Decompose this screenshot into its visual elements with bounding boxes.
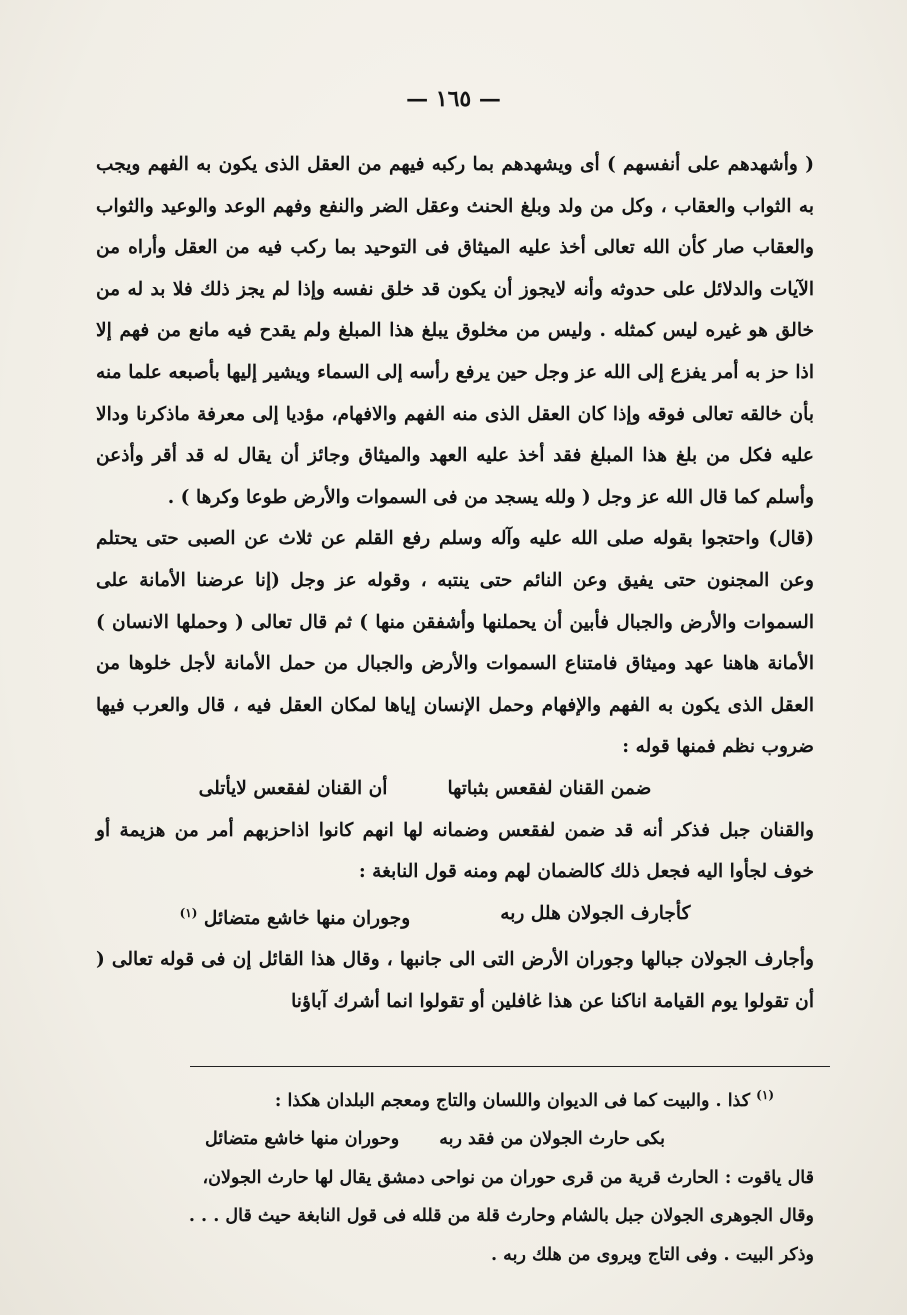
footnote-marker: (١) <box>756 1088 774 1102</box>
verse-1 <box>96 768 814 810</box>
footnote-verse-second: وحوران منها خاشع متضائل <box>204 1129 400 1150</box>
footnote-line-5: وذكر البيت . وفى التاج ويروى من هلك ربه . <box>491 1244 814 1265</box>
footnote-line-4: وقال الجوهرى الجولان جبل بالشام وحارث قلة من قلله فى قول النابغة حيث قال . . . <box>188 1206 814 1227</box>
footnote-verse-first: بكى حارث الجولان من فقد ربه <box>439 1129 666 1150</box>
footnote-divider <box>190 1066 830 1067</box>
footnote-line-1-text: كذا . والبيت كما فى الديوان واللسان والتاج ومعجم البلدان هكذا : <box>274 1090 751 1111</box>
verse-2-second-text: وجوران منها خاشع متضائل <box>203 907 411 929</box>
paragraph-1: ( وأشهدهم على أنفسهم ) أى ويشهدهم بما ركبه فيهم من العقل الذى يكون به الفهم ويجب به الثواب والعقاب ، وكل من ولد وبلغ الحنث وعقل الضر والنفع وفهم الوعد والوعيد والثواب والعقاب صار كأن الله تعالى أخذ عليه الميثاق فى التوحيد بما ركب فيه من العقل وأراه من الآيات والدلائل على حدوثه وأنه لايجوز أن يكون قد خلق نفسه وإذا لم يجز ذلك فلا بد له من خالق هو غيره ليس كمثله . وليس من مخلوق يبلغ هذا المبلغ ولم يقدح فيه مانع من فهم إلا اذا حز به أمر يفزع إلى الله عز وجل حين يرفع رأسه إلى السماء ويشير إليها بأصبعه علما منه بأن خالقه تعالى فوقه وإذا كان العقل الذى منه الفهم والافهام، مؤديا إلى معرفة ماذكرنا ودالا عليه فكل من بلغ هذا المبلغ فقد أخذ عليه العهد والميثاق وجائز أن يقال له قد أقر وأذعن وأسلم كما قال الله عز وجل ( ولله يسجد من فى السموات والأرض طوعا وكرها ) . <box>96 154 814 508</box>
footnote-reference: (١) <box>179 905 198 920</box>
verse-1-second-hemistich: أن القنان لفقعس لايأتلى <box>198 777 388 799</box>
paragraph-2: (قال) واحتجوا بقوله صلى الله عليه وآله وسلم رفع القلم عن ثلاث عن الصبى حتى يحتلم وعن المجنون حتى يفيق وعن النائم حتى ينتبه ، وقوله عز وجل (إنا عرضنا الأمانة على السموات والأرض والجبال فأبين أن يحملنها وأشفقن منها ) ثم قال تعالى ( وحملها الانسان ) الأمانة هاهنا عهد وميثاق فامتناع السموات والأرض والجبال من حمل الأمانة لأجل خلوها من العقل الذى يكون به الفهم والإفهام وحمل الإنسان إياها لمكان العقل فيه ، قال والعرب فيها ضروب نظم فمنها قوله : <box>96 528 814 758</box>
verse-2-second-hemistich <box>180 893 411 940</box>
paragraph-3: والقنان جبل فذكر أنه قد ضمن لفقعس وضمانه لها انهم كانوا اذاحزبهم أمر من هزيمة أو خوف لجأوا اليه فجعل ذلك كالضمان لهم ومنه قول النابغة : <box>96 819 814 883</box>
footnote-verse <box>96 1120 814 1159</box>
verse-2-first-hemistich: كأجارف الجولان هلل ربه <box>500 902 691 924</box>
paragraph-4: وأجارف الجولان جبالها وجوران الأرض التى الى جانبها ، وقال هذا القائل إن فى قوله تعالى ( أن تقولوا يوم القيامة اناكنا عن هذا غافلين أو تقولوا انما أشرك آباؤنا <box>96 949 814 1013</box>
verse-2 <box>96 893 814 940</box>
page-number: — ١٦٥ — <box>406 86 501 112</box>
verse-1-first-hemistich: ضمن القنان لفقعس بثباتها <box>447 777 652 799</box>
footnote <box>96 1076 814 1274</box>
footnote-line-1 <box>96 1076 814 1120</box>
footnote-line-3: قال ياقوت : الحارث قرية من قرى حوران من نواحى دمشق يقال لها حارث الجولان، <box>202 1167 814 1188</box>
main-text <box>96 144 814 1023</box>
